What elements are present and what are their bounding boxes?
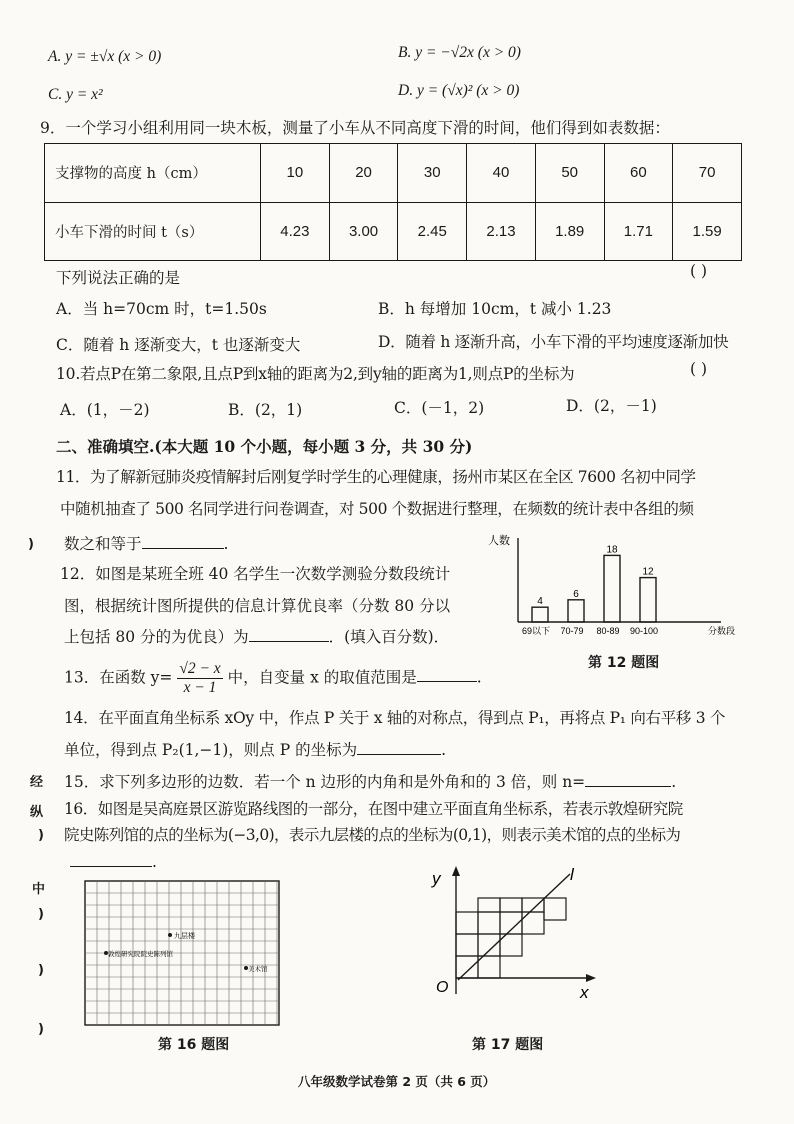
q15-answer-blank[interactable]	[585, 772, 671, 787]
q11-line3	[64, 532, 228, 554]
chart-y-label: 人数	[488, 535, 510, 547]
table-cell: 3.00	[329, 202, 398, 261]
margin-mark: )	[38, 907, 44, 922]
q14-answer-blank[interactable]	[357, 740, 441, 755]
chart-bar	[604, 555, 620, 622]
table-cell: 2.45	[398, 202, 467, 261]
margin-mark: 中	[32, 882, 46, 897]
chart-bar	[532, 607, 548, 622]
map-point-jiucenglou	[168, 933, 172, 937]
q13-end: .	[476, 668, 482, 687]
q13-answer-blank[interactable]	[417, 667, 477, 682]
q8-option-b: B. y = −√2x (x > 0)	[398, 44, 521, 61]
q17-line-l	[458, 874, 570, 980]
q11-line3-text: 数之和等于	[64, 535, 142, 553]
table-cell: 10	[261, 144, 330, 203]
page-footer: 八年级数学试卷第 2 页（共 6 页）	[298, 1074, 496, 1089]
table-header-time: 小车下滑的时间 t（s）	[45, 202, 261, 261]
q13-prefix: 13．在函数 y=	[64, 668, 173, 687]
q16-map-grid	[84, 880, 280, 1026]
q8-option-d: D. y = (√x)² (x > 0)	[398, 82, 520, 99]
margin-mark: )	[38, 963, 44, 978]
q16-answer-blank[interactable]	[70, 852, 152, 867]
chart-data-label: 18	[606, 544, 618, 556]
q14-line1: 14．在平面直角坐标系 xOy 中，作点 P 关于 x 轴的对称点，得到点 P₁，再将点 P₁ 向右平移 3 个	[64, 709, 726, 727]
q8-option-c: C. y = x²	[48, 86, 103, 103]
q13-numerator: √2 − x	[179, 660, 221, 677]
table-cell: 50	[535, 144, 604, 203]
table-cell: 60	[604, 144, 673, 203]
chart-tick-label: 70-79	[560, 626, 584, 636]
q16-line1: 16．如图是吴高庭景区游览路线图的一部分，在图中建立平面直角坐标系，若表示敦煌研究院	[64, 800, 683, 818]
table-cell: 1.59	[673, 202, 742, 261]
q17-y-label: y	[432, 869, 441, 888]
margin-mark: 经	[30, 775, 44, 790]
q9-option-d: D．随着 h 逐渐升高，小车下滑的平均速度逐渐加快	[378, 333, 729, 351]
q17-x-arrow-icon	[586, 974, 596, 982]
q8-option-a: A. y = ±√x (x > 0)	[48, 48, 162, 65]
q16-line3-end: .	[152, 853, 157, 871]
q14-line2-end: .	[441, 741, 447, 759]
q9-option-b: B．h 每增加 10cm，t 减小 1.23	[378, 300, 612, 318]
table-row-height	[45, 144, 742, 203]
q11-line3-end: .	[223, 535, 229, 553]
margin-mark: )	[28, 537, 34, 552]
table-cell: 2.13	[467, 202, 536, 261]
q10-option-d: D．(2，－1)	[566, 397, 657, 415]
map-label-jiucenglou: 九层楼	[174, 933, 195, 940]
q10-option-a: A．(1，－2)	[60, 401, 150, 419]
q9-answer-paren: ( )	[690, 262, 708, 280]
section-heading: 二、准确填空.(本大题 10 个小题，每小题 3 分，共 30 分)	[56, 437, 473, 456]
q10-answer-paren: ( )	[690, 360, 708, 378]
q10-stem: 10.若点P在第二象限,且点P到x轴的距离为2,到y轴的距离为1,则点P的坐标为	[56, 365, 575, 383]
q17-y-arrow-icon	[452, 866, 460, 876]
table-cell: 30	[398, 144, 467, 203]
q12-line1: 12．如图是某班全班 40 名学生一次数学测验分数段统计	[60, 565, 451, 583]
margin-mark: )	[38, 1022, 44, 1037]
table-row-time	[45, 202, 742, 261]
chart-x-label: 分数段	[708, 626, 736, 636]
table-cell: 4.23	[261, 202, 330, 261]
chart-data-label: 4	[537, 596, 543, 608]
q12-answer-blank[interactable]	[249, 627, 329, 642]
q9-option-a: A．当 h=70cm 时，t=1.50s	[56, 300, 267, 318]
chart-tick-label: 90-100	[629, 626, 659, 636]
q13-suffix: 中，自变量 x 的取值范围是	[227, 668, 417, 687]
map-label-museum: 敦煌研究院院史陈列馆	[108, 951, 173, 958]
q11-line2: 中随机抽查了 500 名同学进行问卷调查，对 500 个数据进行整理，在频数的统计表中各组的频	[60, 500, 694, 518]
q10-option-b: B．(2，1)	[228, 401, 303, 419]
chart-data-label: 12	[642, 566, 654, 578]
q17-x-label: x	[580, 983, 589, 1002]
map-label-art-museum: 美术馆	[248, 966, 268, 973]
table-cell: 1.71	[604, 202, 673, 261]
q16-caption: 第 16 题图	[158, 1037, 230, 1053]
table-cell: 70	[673, 144, 742, 203]
q9-stem: 9．一个学习小组利用同一块木板，测量了小车从不同高度下滑的时间，他们得到如表数据：	[40, 119, 670, 137]
q12-bar-chart	[486, 530, 746, 642]
q9-option-c: C．随着 h 逐渐变大，t 也逐渐变大	[56, 336, 301, 354]
q15-end: .	[671, 773, 677, 791]
q11-answer-blank[interactable]	[142, 534, 224, 549]
q9-data-table	[44, 143, 742, 261]
q10-option-c: C．(－1，2)	[394, 399, 485, 417]
q13-fraction	[177, 660, 222, 697]
q13-denominator: x − 1	[183, 678, 217, 696]
q17-figure	[420, 862, 600, 1012]
q15-text: 15．求下列多边形的边数．若一个 n 边形的内角和是外角和的 3 倍，则 n=	[64, 773, 586, 791]
q12-line3-end: ．(填入百分数)．	[328, 628, 450, 646]
chart-data-label: 6	[573, 588, 579, 600]
q14-line2	[64, 738, 446, 760]
q12-line3	[64, 625, 449, 647]
chart-bar	[640, 578, 656, 622]
q12-line3-text: 上包括 80 分的为优良）为	[64, 628, 249, 646]
q12-caption: 第 12 题图	[588, 655, 660, 671]
q16-line2: 院史陈列馆的点的坐标为(−3,0)，表示九层楼的点的坐标为(0,1)，则表示美术馆的点的坐标为	[64, 826, 681, 844]
margin-mark: )	[38, 828, 44, 843]
chart-bar	[568, 600, 584, 622]
q16-line3	[70, 852, 157, 871]
table-header-height: 支撑物的高度 h（cm）	[45, 144, 261, 203]
q17-origin-label: O	[436, 979, 449, 996]
q12-line2: 图，根据统计图所提供的信息计算优良率（分数 80 分以	[64, 597, 451, 615]
q17-caption: 第 17 题图	[472, 1037, 544, 1053]
q15-line	[64, 770, 676, 792]
q17-line-label: l	[570, 865, 574, 884]
q13-line	[64, 660, 482, 697]
margin-mark: 纵	[30, 805, 44, 820]
q11-line1: 11．为了解新冠肺炎疫情解封后刚复学时学生的心理健康，扬州市某区在全区 7600 名初中同学	[56, 468, 696, 486]
table-cell: 40	[467, 144, 536, 203]
chart-tick-label: 80-89	[596, 626, 620, 636]
table-cell: 1.89	[535, 202, 604, 261]
table-cell: 20	[329, 144, 398, 203]
q9-question: 下列说法正确的是	[56, 269, 181, 287]
chart-tick-label: 69以下	[521, 626, 551, 636]
q14-line2-text: 单位，得到点 P₂(1,−1)，则点 P 的坐标为	[64, 741, 358, 759]
